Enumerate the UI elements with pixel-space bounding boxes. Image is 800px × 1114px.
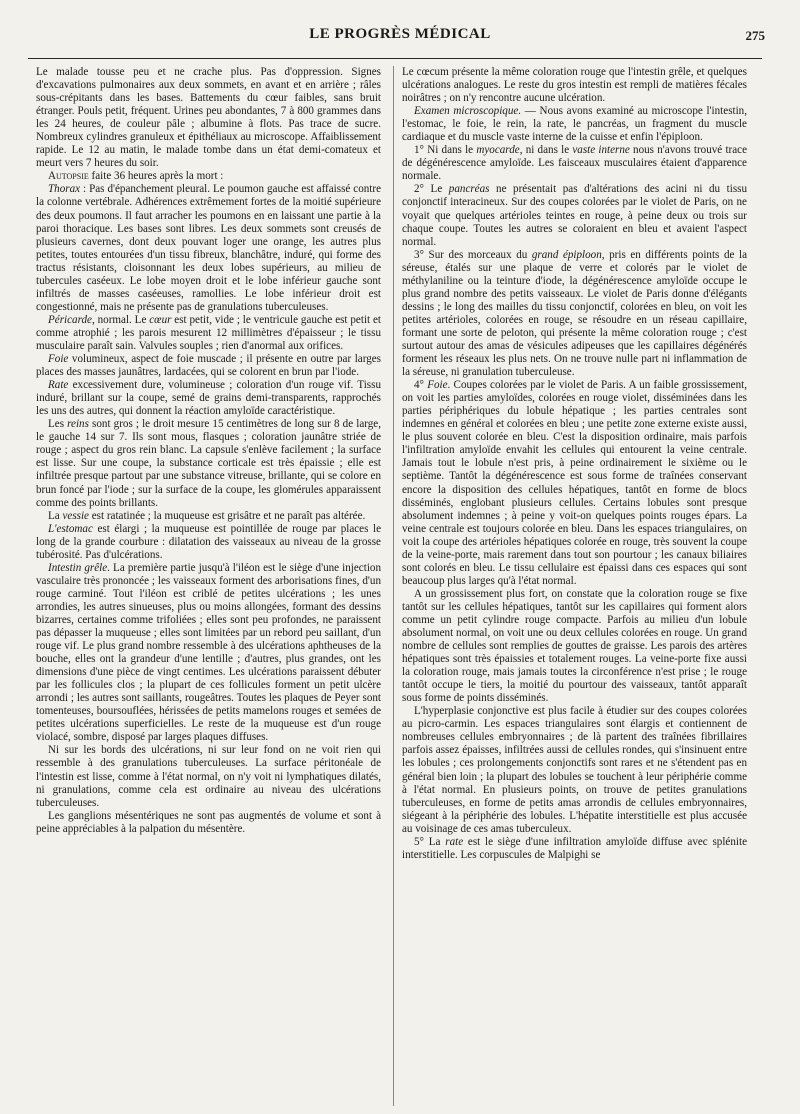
estomac-heading: L'estomac <box>48 522 93 535</box>
paragraph-epiploon: 3° Sur des morceaux du grand épiploon, pris en différents points de la séreuse, étalés sur une plaque de verre et colorés par le violet de méthylaniline ou la teinture d'iode, la dégénérescence amyloïde occupe le plus grand nombre des petits vaisseaux. Le violet de Paris donne d'élégants dessins ; le long des mailles du tissu conjonctif, colorées en bleu, on voit les petites artérioles, colorées en rouge, se résoudre en un réseau capillaire, formant une sorte de peloton, qui présente la même coloration rouge ; c'est surtout autour des amas de vésicules adipeuses que les capillaires dégénérés forment les réseaux les plus nets. On ne trouve nulle part ni inflammation de la séreuse, ni granulation tuberculeuse. <box>402 248 747 379</box>
left-column <box>36 66 381 1106</box>
paragraph-myocarde: 1° Ni dans le myocarde, ni dans le vaste interne nous n'avons trouvé trace de dégénérescence amyloïde. Les faisceaux musculaires étaient d'apparence normale. <box>402 144 747 183</box>
paragraph-estomac: L'estomac est élargi ; la muqueuse est pointillée de rouge par places le long de la grande courbure : dilatation des vaisseaux au niveau de la grosse tubérosité. Pas d'ulcérations. <box>36 522 381 561</box>
rate-heading: Rate <box>48 379 69 392</box>
paragraph-foie-micro: 4° Foie. Coupes colorées par le violet de Paris. A un faible grossissement, on voit les parties amyloïdes, colorées en rouge violet, disséminées dans les parties périphériques du lobule hépatique ; les parties centrales sont indemnes en général et colorées en bleu ; une petite zone externe existe aussi, le plus souvent colorée en bleu. C'est la disposition ordinaire, mais parfois l'infiltration amyloïde envahit les cellules qui entourent la veine centrale. Jamais tout le lobule n'est pris, à peine ordinairement le sixième ou le septième. Tantôt la dégénérescence est sous forme de traînées conservant encore la disposition des cellules hépatiques, tantôt en forme de blocs disséminés, englobant plusieurs cellules. Certains lobules sont presque absolument indemnes ; à peine y voit-on quelques points rouges épars. La veine centrale est toujours colorée en bleu. Dans les espaces triangulaires, on voit la coupe des artérioles hépatiques colorée en rouge, très souvent la coupe de la veine-porte, mais rarement dans tout son pourtour ; les canaux biliaires sont colorés en bleu. Le tissu cellulaire est épaissi dans ces espaces qui sont beaucoup plus larges qu'à l'état normal. <box>402 379 747 587</box>
paragraph-intestin: Intestin grêle. La première partie jusqu'à l'iléon est le siège d'une injection vasculaire très prononcée ; les vaisseaux forment des arborisations fines, d'un rouge carminé. Tout l'iléon est criblé de petites ulcérations ; les unes arrondies, les autres sinueuses, plus ou moins allongées, formant des dessins bizarres, certaines comme trifoliées ; elles sont peu profondes, ne paraissent pas dépasser la muqueuse ; elles sont limitées par un rebord peu saillant, d'un rouge vif. Le plus grand nombre ressemble à des ulcérations aphtheuses de la bouche, elles ont la grandeur d'une lentille ; d'autres, plus grandes, ont les dimensions d'une pièce de vingt centimes. Les ulcérations paraissent débuter par les follicules clos ; la plupart de ces follicules forment un petit ulcère arrondi ; les autres sont saillants, rougeâtres. Toutes les plaques de Peyer sont tomenteuses, boursouflées, hérissées de petits mamelons rouges et semées de petites ulcérations superficielles. Le reste de la muqueuse est d'un rouge violacé, sombre, disposé par larges plaques diffuses. <box>36 561 381 744</box>
paragraph-foie: Foie volumineux, aspect de foie muscade ; il présente en outre par larges places des masses jaunâtres, lardacées, qui se colorent en brun par l'iode. <box>36 353 381 379</box>
pericarde-heading: Péricarde <box>48 313 92 326</box>
paragraph-autopsie: Autopsie faite 36 heures après la mort : <box>48 170 224 183</box>
page-number: 275 <box>745 28 765 43</box>
page-header <box>30 12 770 46</box>
intestin-heading: Intestin grêle <box>48 561 108 574</box>
paragraph: A un grossissement plus fort, on constate que la coloration rouge se fixe tantôt sur les cellules hépatiques, tantôt sur les capillaires qui forment alors comme un petit cylindre rouge compacte. Parfois au milieu d'un lobule absolument normal, on voit une ou deux cellules colorées en rouge. Un grand nombre de cellules sont remplies de gouttes de graisse. Les parois des artères hépatiques sont très épaissies et totalement rouges. La veine-porte fixe aussi la coloration rouge, mais jamais toutes la circonférence n'est prise ; le rouge tantôt occupe le tiers, la moitié du pourtour des vaisseaux, tantôt apparaît sous forme de points disséminés. <box>402 587 747 705</box>
paragraph-examen: Examen microscopique. — Nous avons examiné au microscope l'intestin, l'estomac, le foie, le rein, la rate, le pancréas, un fragment du muscle cardiaque et du muscle vaste interne de la cuisse et enfin l'épiploon. <box>402 105 747 144</box>
paragraph: Les ganglions mésentériques ne sont pas augmentés de volume et sont à peine appréciables à la palpation du mésentère. <box>36 809 381 835</box>
paragraph: Ni sur les bords des ulcérations, ni sur leur fond on ne voit rien qui ressemble à des granulations tuberculeuses. La surface péritonéale de l'intestin est lisse, comme à l'état normal, on n'y voit ni lymphatiques dilatés, ni granulations, comme cela est ordinaire au niveau des ulcérations tuberculeuses. <box>36 744 381 809</box>
column-divider <box>393 66 394 1106</box>
header-rule <box>28 58 762 59</box>
paragraph-rate: Rate excessivement dure, volumineuse ; coloration d'un rouge vif. Tissu induré, brillant sur la coupe, semé de grains demi-transparents, rapprochés les uns des autres, qui donnent la réaction amyloïde caractéristique. <box>36 379 381 418</box>
foie-heading: Foie <box>48 353 69 366</box>
paragraph: Le malade tousse peu et ne crache plus. Pas d'oppression. Signes d'excavations pulmonaires aux deux sommets, en avant et en arrière ; râles sous-crépitants dans les bases. Battements du cœur faibles, sans bruit étranger. Pouls petit, fréquent. Urines peu abondantes, 7 à 800 grammes dans les 24 heures, de couleur pâle ; albumine à flots. Pas trace de sucre. Nombreux cylindres granuleux et épithéliaux au microscope. Affaiblissement rapide. Le 12 au matin, le malade tombe dans un état demi-comateux et meurt vers 7 heures du soir. <box>36 66 381 170</box>
autopsie-heading: Autopsie <box>48 170 89 183</box>
paragraph-rate-micro: 5° La rate est le siège d'une infiltration amyloïde diffuse avec splénite interstitielle. Les corpuscules de Malpighi se <box>402 835 747 861</box>
reins-heading: reins <box>67 418 89 431</box>
paragraph: Le cœcum présente la même coloration rouge que l'intestin grêle, et quelques ulcérations analogues. Le reste du gros intestin est rempli de matières fécales noirâtres ; on n'y rencontre aucune ulcération. <box>402 66 747 105</box>
examen-heading: Examen microscopique. <box>414 105 522 118</box>
paragraph-reins: Les reins sont gros ; le droit mesure 15 centimètres de long sur 8 de large, le gauche 14 sur 7. Ils sont mous, flasques ; coloration jaunâtre striée de rouge ; aspect du gros rein blanc. La capsule s'enlève facilement ; la surface est lisse. Sur une coupe, la substance corticale est très épaissie ; elle est infiltrée presque partout par une substance vitreuse, brillante, qui se colore en brun foncé par l'iode ; sur la surface de la coupe, les glomérules apparaissent comme des points brillants. <box>36 418 381 509</box>
journal-title: LE PROGRÈS MÉDICAL <box>309 26 491 42</box>
paragraph-pancreas: 2° Le pancréas ne présentait pas d'altérations des acini ni du tissu conjonctif interacineux. Sur des coupes colorées par le violet de Paris, on ne voyait que quelques artérioles teintes en rouge, à peine deux ou trois sur chaque coupe. Toutes les autres se coloraient en bleu et avaient l'aspect normal. <box>402 183 747 248</box>
right-column <box>402 66 747 1106</box>
vessie-heading: vessie <box>62 509 89 522</box>
paragraph-vessie: La vessie est ratatinée ; la muqueuse est grisâtre et ne paraît pas altérée. <box>48 509 366 522</box>
paragraph: L'hyperplasie conjonctive est plus facile à étudier sur des coupes colorées au picro-carmin. Les espaces triangulaires sont élargis et contiennent de nombreuses cellules embryonnaires ; de là partent des traînées fibrillaires parfois assez épaisses, infiltrées aussi de cellules rondes, qui s'insinuent entre les lobules ; ces prolongements conjonctifs sont rares et ne s'étendent pas en général bien loin ; la plupart des lobules se touchent à leur périphérie comme à l'état normal. En plusieurs points, on trouve de petites granulations tuberculeuses, en forme de petits amas arrondis de cellules embryonnaires, siégeant à la périphérie des lobules. L'hépatite interstitielle est plus accusée au voisinage de ces amas tuberculeux. <box>402 705 747 835</box>
thorax-heading: Thorax <box>48 183 81 196</box>
paragraph-pericarde: Péricarde, normal. Le cœur est petit, vide ; le ventricule gauche est petit et comme atrophié ; les parois mesurent 12 millimètres d'épaisseur ; le tissu musculaire paraît sain. Valvules souples ; rien d'anormal aux orifices. <box>36 313 381 352</box>
paragraph-thorax: Thorax : Pas d'épanchement pleural. Le poumon gauche est affaissé contre la colonne vertébrale. Adhérences extrêmement fortes de la moitié supérieure des deux poumons. Il faut arracher les poumons en en laissant une partie à la paroi thoracique. Les bases sont libres. Les deux sommets sont creusés de plusieurs cavernes, dont deux pouvant loger une orange, les autres plus petites, toutes entourées d'un tissu fibreux, blanchâtre, induré, qui forme des tractus résistants, cloisonnant les deux lobes supérieurs, au milieu de tubercules caséeux. Le lobe moyen droit et le lobe inférieur gauche sont infiltrés de masses caséeuses, ramollies. Le lobe inférieur droit est congestionné, mais ne présente pas de granulations tuberculeuses. <box>36 183 381 313</box>
